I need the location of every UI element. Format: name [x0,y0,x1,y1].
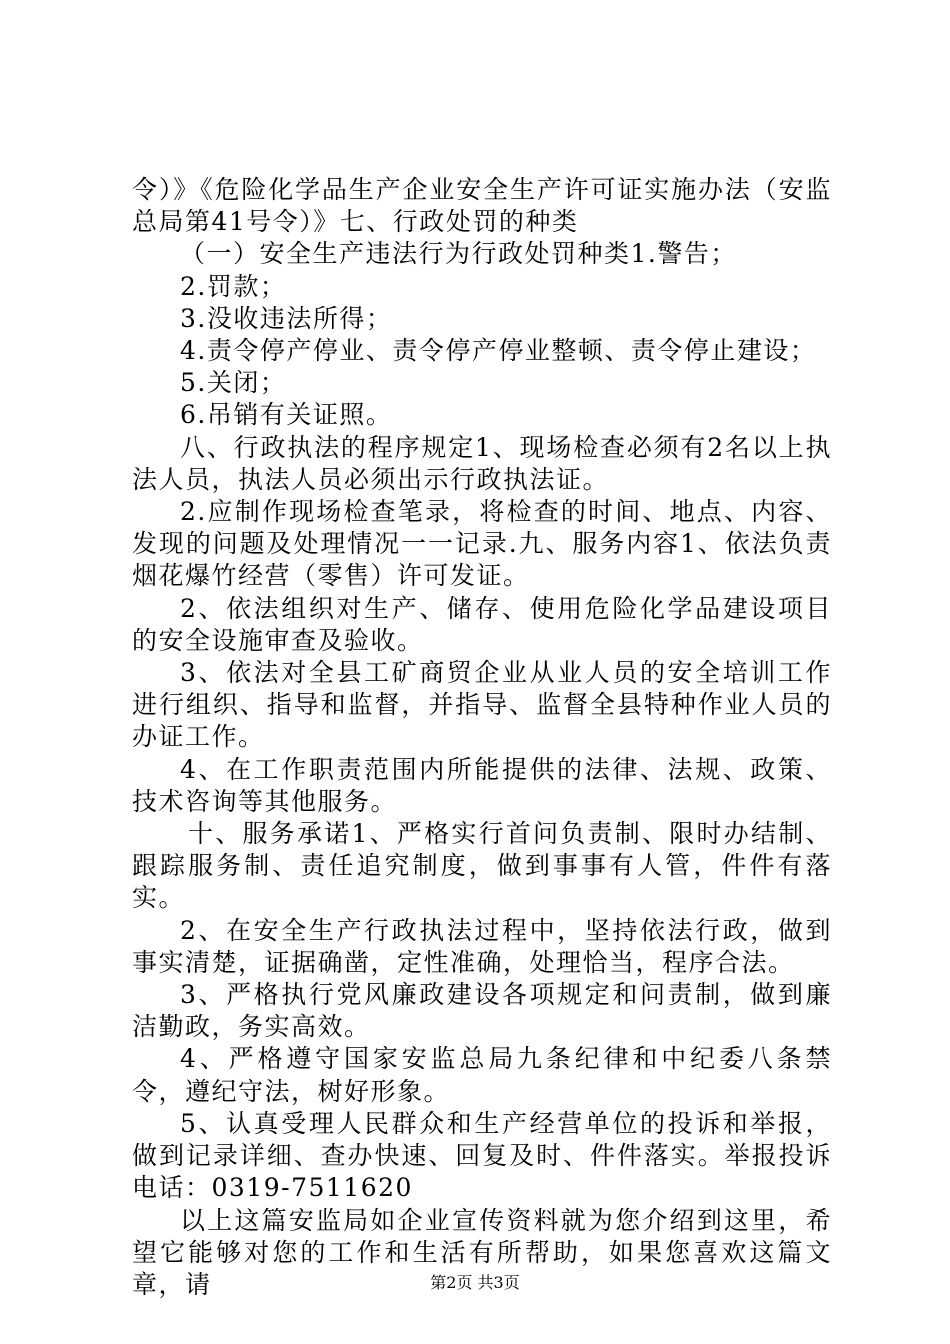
body-text [132,174,832,1301]
paragraph-1: 令）》《危险化学品生产企业安全生产许可证实施办法（安监总局第41号令）》七、行政处罚的种类 [132,175,832,237]
paragraph-13: 十、服务承诺1、严格实行首问负责制、限时办结制、跟踪服务制、责任追究制度，做到事事有人管，件件有落实。 [132,819,832,913]
paragraph-18: 以上这篇安监局如企业宣传资料就为您介绍到这里，希望它能够对您的工作和生活有所帮助，如果您喜欢这篇文章，请 [132,1205,832,1299]
paragraph-3: 2.罚款； [180,271,287,301]
paragraph-15: 3、严格执行党风廉政建设各项规定和问责制，做到廉洁勤政，务实高效。 [132,980,832,1042]
paragraph-9: 2.应制作现场检查笔录，将检查的时间、地点、内容、发现的问题及处理情况一一记录.九、服务内容1、依法负责烟花爆竹经营（零售）许可发证。 [132,497,832,591]
paragraph-5: 4.责令停产停业、责令停产停业整顿、责令停止建设； [180,336,817,366]
page-footer [0,1273,950,1293]
paragraph-6: 5.关闭； [180,368,287,398]
paragraph-12: 4、在工作职责范围内所能提供的法律、法规、政策、技术咨询等其他服务。 [132,754,832,816]
paragraph-14: 2、在安全生产行政执法过程中，坚持依法行政，做到事实清楚，证据确凿，定性准确，处理恰当，程序合法。 [132,915,832,977]
paragraph-2: （一）安全生产违法行为行政处罚种类1.警告； [180,239,737,269]
page-number-label: 第2页 共3页 [430,1273,520,1292]
paragraph-17: 5、认真受理人民群众和生产经营单位的投诉和举报，做到记录详细、查办快速、回复及时、件件落实。举报投诉电话：0319-7511620 [132,1108,832,1203]
paragraph-16: 4、严格遵守国家安监总局九条纪律和中纪委八条禁令，遵纪守法，树好形象。 [132,1044,832,1106]
paragraph-10: 2、依法组织对生产、储存、使用危险化学品建设项目的安全设施审查及验收。 [132,593,832,655]
paragraph-8: 八、行政执法的程序规定1、现场检查必须有2名以上执法人员，执法人员必须出示行政执法证。 [132,432,832,494]
paragraph-11: 3、依法对全县工矿商贸企业从业人员的安全培训工作进行组织、指导和监督，并指导、监督全县特种作业人员的办证工作。 [132,658,832,752]
paragraph-7: 6.吊销有关证照。 [180,400,393,430]
paragraph-4: 3.没收违法所得； [180,303,393,333]
